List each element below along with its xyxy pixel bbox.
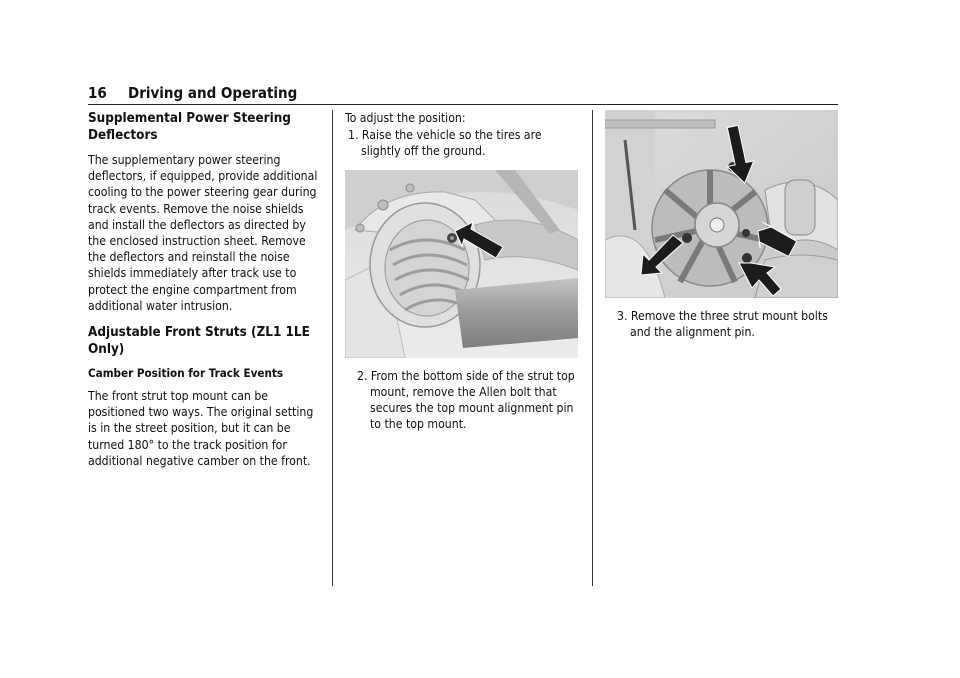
strut-mount-top-illustration: [605, 110, 838, 298]
strut-mount-underside-illustration: [345, 170, 578, 358]
step-2: 2. From the bottom side of the strut top mount, remove the Allen bolt that secures the top mount alignment pin to the top mount.: [357, 368, 575, 432]
step-1: 1. Raise the vehicle so the tires are slightly off the ground.: [348, 128, 542, 159]
section-title: Driving and Operating: [128, 84, 298, 102]
heading-power-steering-deflectors: Supplemental Power Steering Deflectors: [88, 111, 291, 143]
step-3: 3. Remove the three strut mount bolts and the alignment pin.: [617, 309, 828, 340]
paragraph-deflectors: The supplementary power steering deflectors, if equipped, provide additional cooling to the power steering gear during track events. Remove the noise shields and install the deflectors as directed by the enclosed instruction sheet. Remove the deflectors and reinstall the noise shields immediately after track use to protect the engine compartment from additional water intrusion.: [88, 153, 318, 313]
column-middle: [345, 110, 582, 442]
procedure-intro: To adjust the position:: [345, 111, 466, 125]
heading-adjustable-front-struts: Adjustable Front Struts (ZL1 1LE Only): [88, 325, 310, 358]
page-number: 16: [88, 84, 107, 102]
subheading-camber-position: Camber Position for Track Events: [88, 366, 284, 381]
paragraph-camber: The front strut top mount can be positioned two ways. The original setting is in the street position, but it can be turned 180° to the track position for additional negative camber on the front.: [88, 389, 314, 468]
column-divider: [332, 110, 333, 586]
column-left: [88, 110, 325, 479]
page-header: [88, 82, 838, 105]
column-right: [605, 110, 840, 350]
column-divider: [592, 110, 593, 586]
